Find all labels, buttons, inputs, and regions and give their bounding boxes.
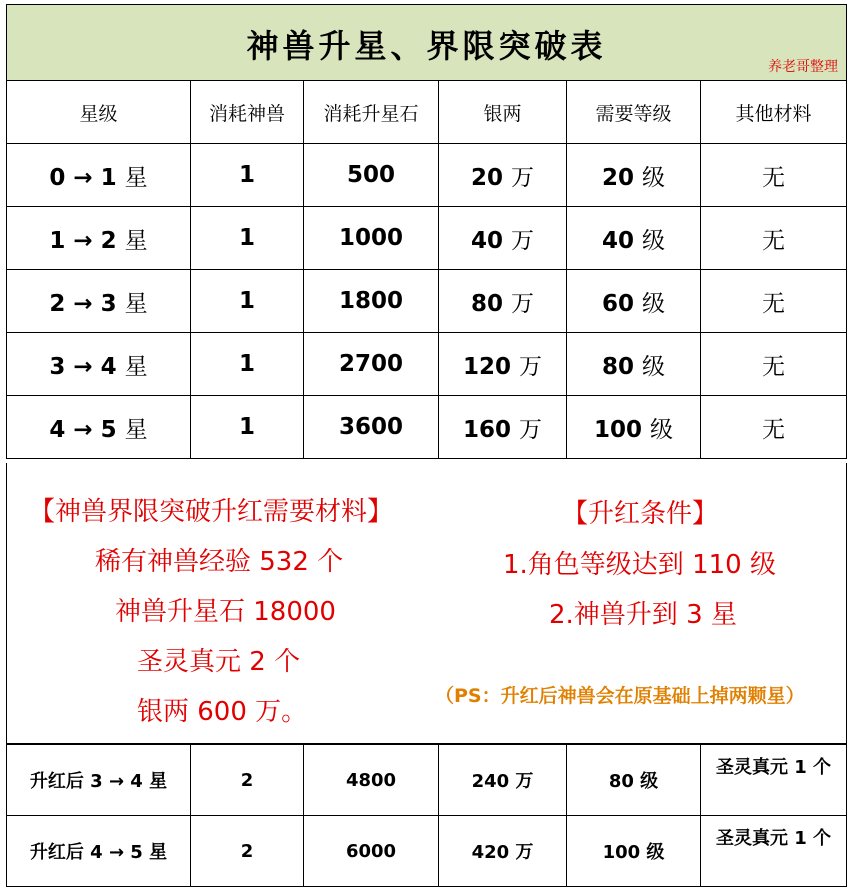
table-row bbox=[7, 270, 847, 333]
level-cell: 100 级 bbox=[567, 816, 701, 887]
ps-note: （PS：升红后神兽会在原基础上掉两颗星） bbox=[435, 685, 805, 707]
star-cell: 0 → 1 星 bbox=[7, 144, 191, 207]
other-cell: 无 bbox=[701, 144, 847, 207]
beast-cell: 1 bbox=[191, 396, 304, 459]
conditions-line: 1.角色等级达到 110 级 bbox=[503, 550, 776, 580]
silver-cell: 40 万 bbox=[439, 207, 567, 270]
star-cell: 2 → 3 星 bbox=[7, 270, 191, 333]
table-row bbox=[7, 745, 847, 816]
level-cell: 80 级 bbox=[567, 745, 701, 816]
col-header-other: 其他材料 bbox=[701, 81, 847, 144]
header-row bbox=[7, 81, 847, 144]
level-cell: 40 级 bbox=[567, 207, 701, 270]
stone-cell: 6000 bbox=[304, 816, 439, 887]
stone-cell: 3600 bbox=[304, 396, 439, 459]
stone-cell: 1000 bbox=[304, 207, 439, 270]
level-cell: 60 级 bbox=[567, 270, 701, 333]
beast-cell: 1 bbox=[191, 270, 304, 333]
table-row bbox=[7, 207, 847, 270]
table-row bbox=[7, 144, 847, 207]
star-cell: 升红后 3 → 4 星 bbox=[7, 745, 191, 816]
beast-cell: 2 bbox=[191, 745, 304, 816]
conditions-heading: 【升红条件】 bbox=[562, 499, 719, 529]
star-upgrade-table bbox=[6, 80, 847, 459]
star-cell: 升红后 4 → 5 星 bbox=[7, 816, 191, 887]
other-cell: 无 bbox=[701, 333, 847, 396]
stone-cell: 1800 bbox=[304, 270, 439, 333]
red-upgrade-table bbox=[6, 744, 847, 887]
other-cell: 圣灵真元 1 个 bbox=[701, 745, 847, 816]
materials-line: 稀有神兽经验 532 个 bbox=[95, 547, 344, 577]
notes-panel bbox=[6, 463, 847, 744]
beast-cell: 1 bbox=[191, 333, 304, 396]
other-cell: 无 bbox=[701, 270, 847, 333]
silver-cell: 80 万 bbox=[439, 270, 567, 333]
silver-cell: 420 万 bbox=[439, 816, 567, 887]
materials-line: 神兽升星石 18000 bbox=[115, 597, 336, 627]
beast-cell: 2 bbox=[191, 816, 304, 887]
level-cell: 20 级 bbox=[567, 144, 701, 207]
materials-line: 圣灵真元 2 个 bbox=[137, 647, 301, 677]
other-cell: 无 bbox=[701, 396, 847, 459]
stone-cell: 500 bbox=[304, 144, 439, 207]
table-row bbox=[7, 816, 847, 887]
spreadsheet bbox=[6, 4, 847, 872]
conditions-line: 2.神兽升到 3 星 bbox=[549, 600, 737, 630]
stone-cell: 4800 bbox=[304, 745, 439, 816]
beast-cell: 1 bbox=[191, 207, 304, 270]
col-header-stone-cost: 消耗升星石 bbox=[304, 81, 439, 144]
beast-cell: 1 bbox=[191, 144, 304, 207]
col-header-beast-cost: 消耗神兽 bbox=[191, 81, 304, 144]
col-header-star-level: 星级 bbox=[7, 81, 191, 144]
silver-cell: 20 万 bbox=[439, 144, 567, 207]
silver-cell: 120 万 bbox=[439, 333, 567, 396]
col-header-silver: 银两 bbox=[439, 81, 567, 144]
star-cell: 3 → 4 星 bbox=[7, 333, 191, 396]
other-cell: 圣灵真元 1 个 bbox=[701, 816, 847, 887]
stone-cell: 2700 bbox=[304, 333, 439, 396]
silver-cell: 160 万 bbox=[439, 396, 567, 459]
page-title: 神兽升星、界限突破表 bbox=[246, 27, 607, 65]
level-cell: 100 级 bbox=[567, 396, 701, 459]
credit-label: 养老哥整理 bbox=[768, 59, 838, 75]
materials-line: 银两 600 万。 bbox=[137, 697, 308, 727]
other-cell: 无 bbox=[701, 207, 847, 270]
materials-heading: 【神兽界限突破升红需要材料】 bbox=[29, 497, 394, 527]
title-bar bbox=[6, 4, 847, 81]
col-header-level: 需要等级 bbox=[567, 81, 701, 144]
level-cell: 80 级 bbox=[567, 333, 701, 396]
star-cell: 1 → 2 星 bbox=[7, 207, 191, 270]
star-cell: 4 → 5 星 bbox=[7, 396, 191, 459]
table-row bbox=[7, 396, 847, 459]
silver-cell: 240 万 bbox=[439, 745, 567, 816]
table-row bbox=[7, 333, 847, 396]
